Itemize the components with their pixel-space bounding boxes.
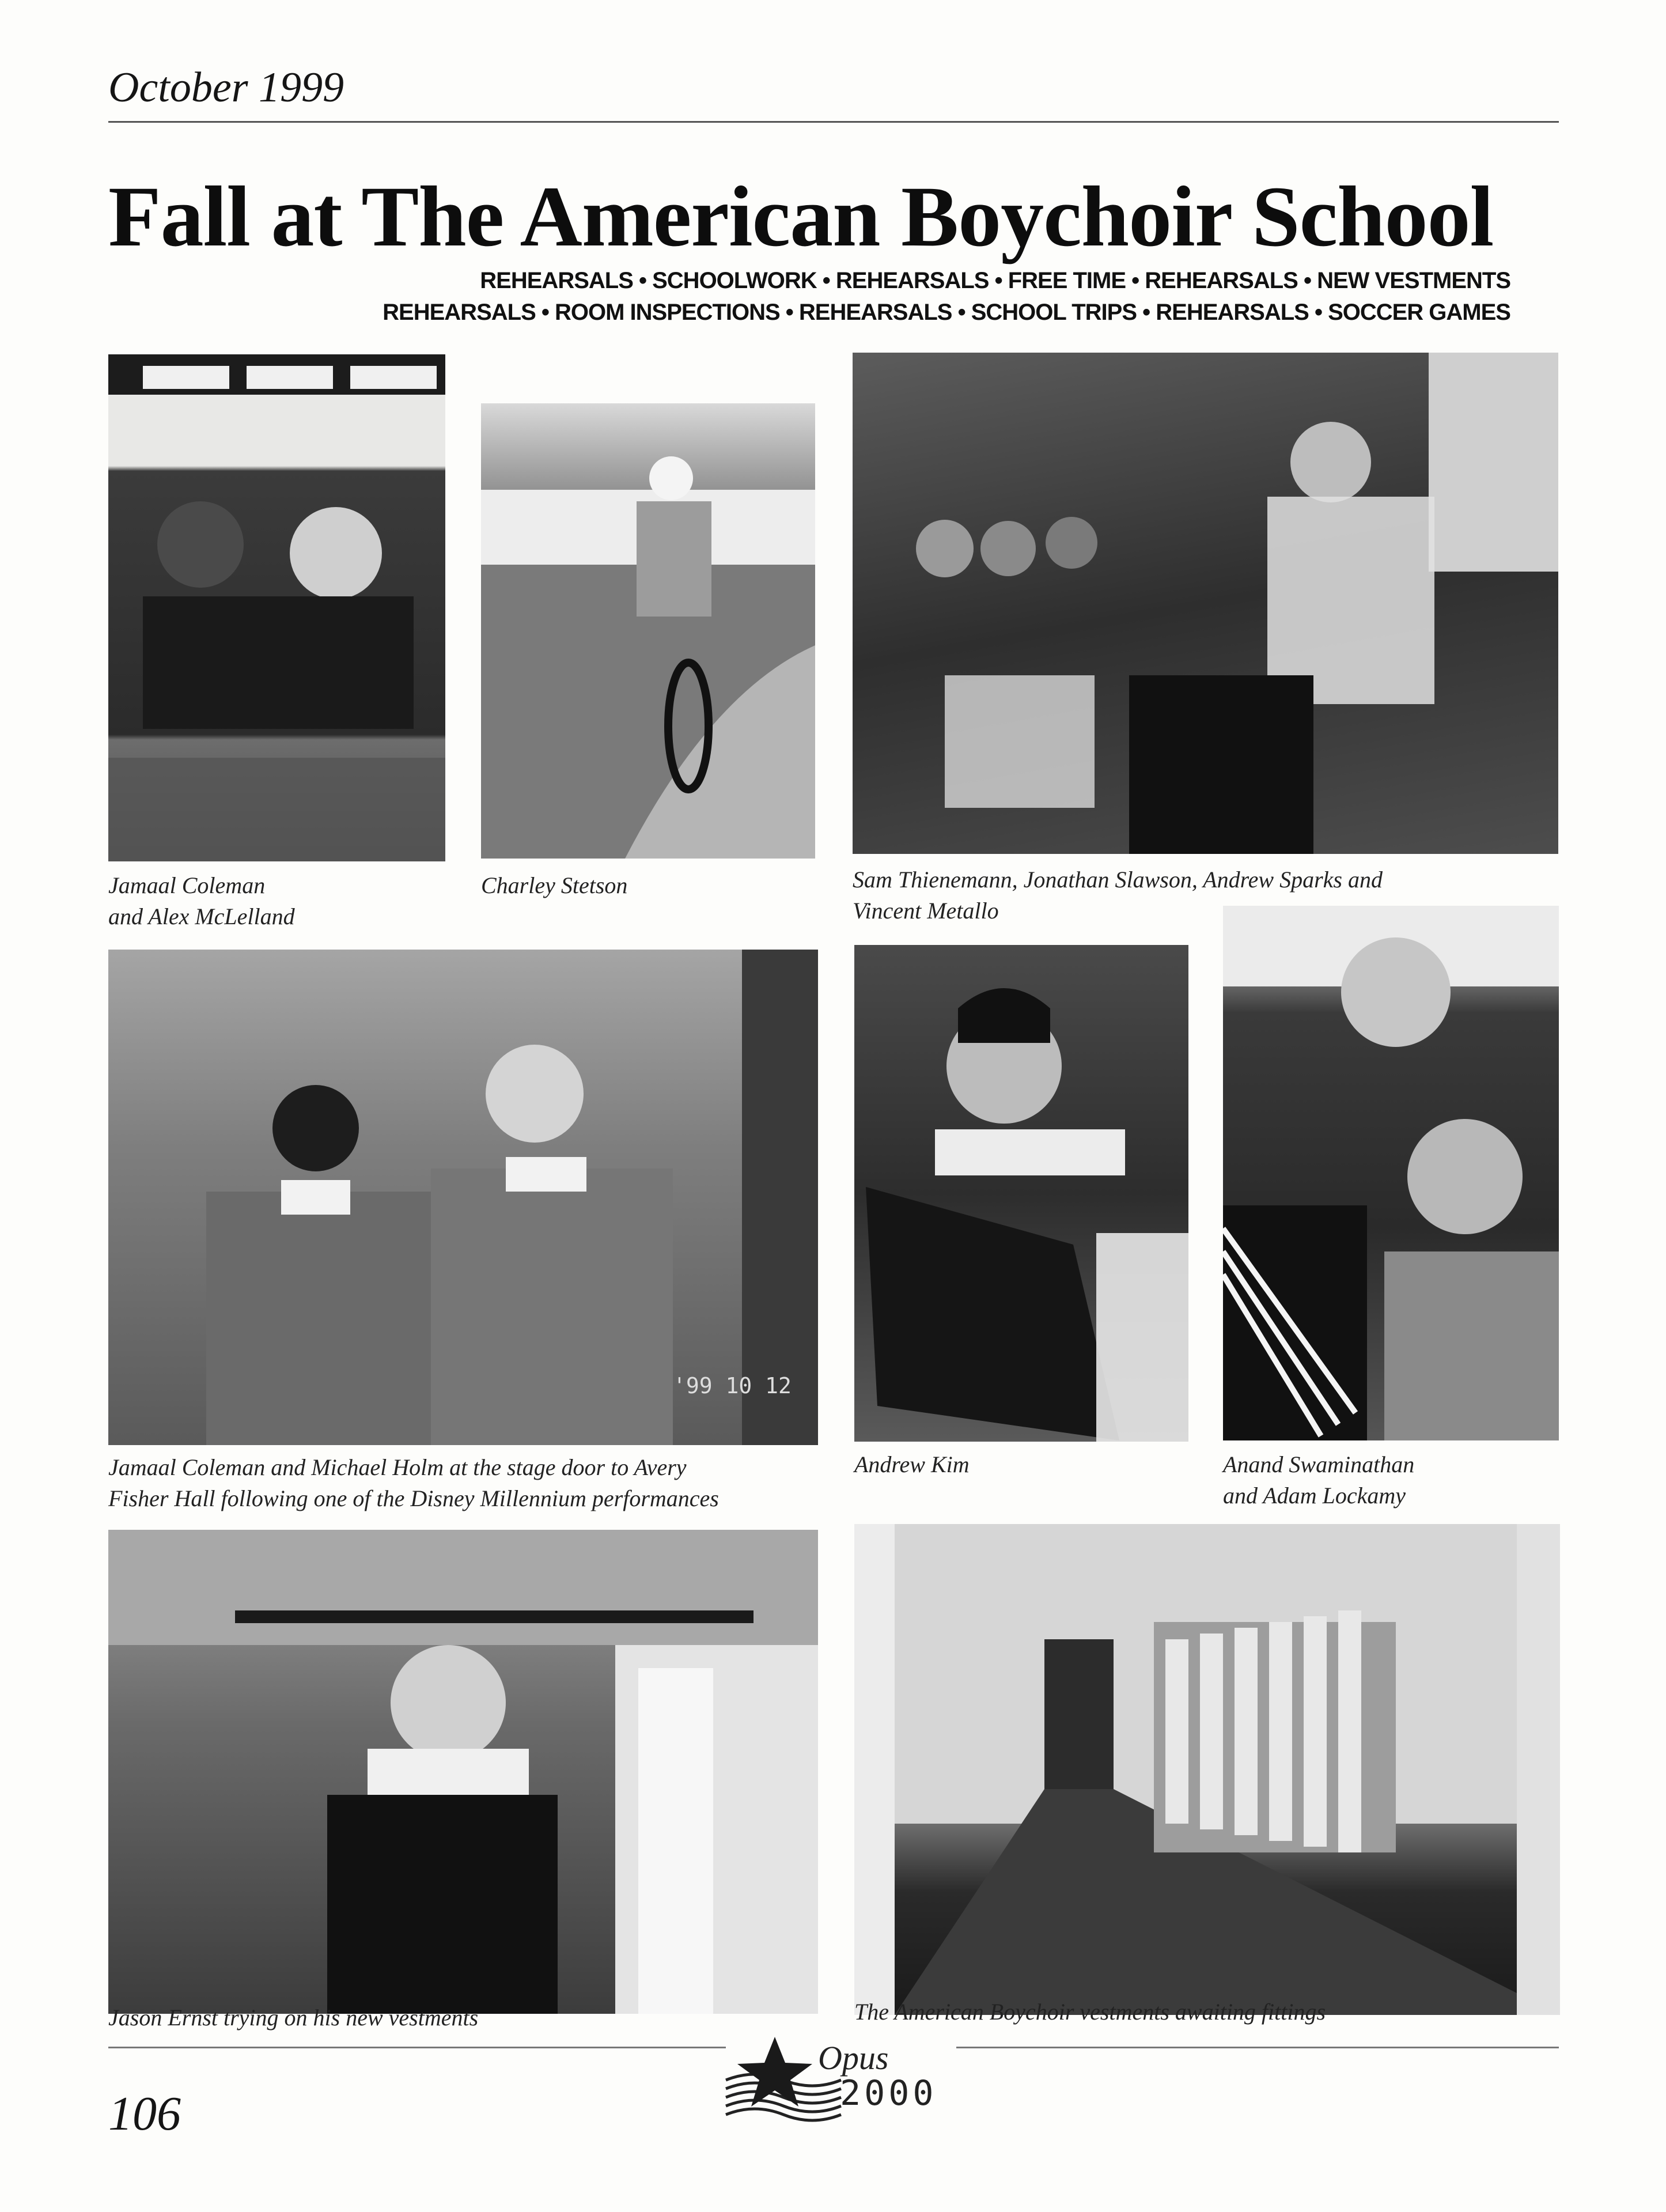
subtitle-line-1: REHEARSALS • SCHOOLWORK • REHEARSALS • FREE TIME • REHEARSALS • NEW VESTMENTS — [480, 268, 1510, 293]
page-number: 106 — [108, 2087, 181, 2141]
photo-rehearsal-conductor — [853, 353, 1558, 854]
caption-vestments-boy: Jason Ernst trying on his new vestments — [108, 2005, 479, 2030]
photo-unicycle — [481, 403, 815, 859]
issue-date: October 1999 — [108, 64, 344, 111]
caption-rehearsal: Sam Thienemann, Jonathan Slawson, Andrew Sparks and Vincent Metallo — [853, 867, 1383, 924]
caption-andrew-kim: Andrew Kim — [854, 1451, 970, 1477]
caption-unicycle: Charley Stetson — [481, 872, 628, 898]
footer-rule-right — [956, 2047, 1559, 2048]
subtitle-line-2: REHEARSALS • ROOM INSPECTIONS • REHEARSALS • SCHOOL TRIPS • REHEARSALS • SOCCER GAMES — [383, 300, 1510, 325]
logo-year: 2000 — [840, 2073, 937, 2113]
footer-rule-left — [108, 2047, 726, 2048]
photo-vestments-boy — [108, 1530, 818, 2014]
caption-piano: Anand Swaminathan and Adam Lockamy — [1223, 1451, 1415, 1508]
header-rule — [108, 121, 1559, 123]
photo-vestments-hallway — [854, 1524, 1560, 2015]
photo-window-boys — [108, 354, 445, 861]
caption-vestments-hallway: The American Boychoir vestments awaiting fittings — [854, 1999, 1326, 2025]
photo-andrew-kim — [854, 945, 1188, 1442]
page-title: Fall at The American Boychoir School — [108, 169, 1494, 264]
caption-window-boys: Jamaal Coleman and Alex McLelland — [108, 872, 295, 929]
caption-stage-door: Jamaal Coleman and Michael Holm at the stage door to Avery Fisher Hall following one of the Disney Millennium performances — [108, 1454, 719, 1511]
photo-date-stamp: '99 10 12 — [673, 1373, 792, 1398]
photo-piano — [1223, 906, 1559, 1440]
logo-word: Opus — [818, 2039, 889, 2077]
photo-stage-door — [108, 950, 818, 1445]
